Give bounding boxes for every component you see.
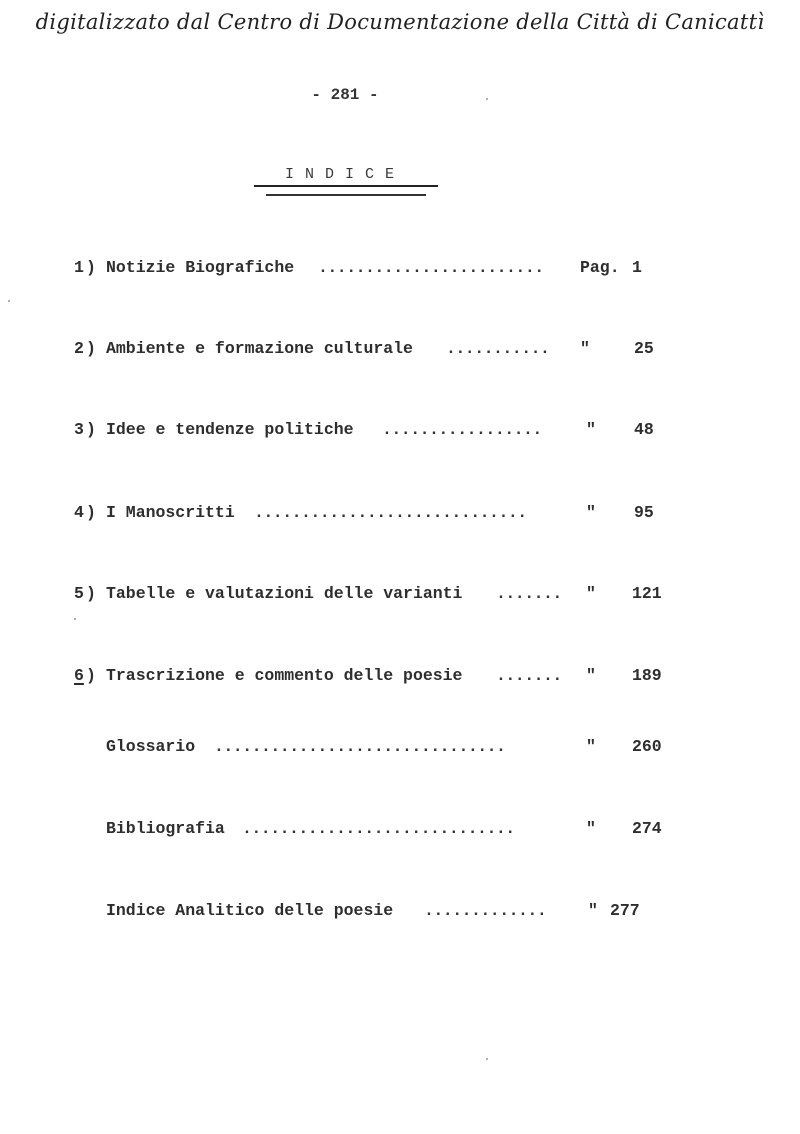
- toc-entry-marker: ": [586, 737, 596, 756]
- toc-entry: [0, 503, 800, 527]
- toc-entry-page: 189: [632, 666, 662, 685]
- page-number: - 281 -: [311, 86, 379, 104]
- toc-entry-marker: ": [586, 819, 596, 838]
- toc-entry-leader: .......: [496, 666, 562, 685]
- toc-entry-leader: .............................: [242, 819, 515, 838]
- toc-entry-label: Trascrizione e commento delle poesie: [106, 666, 463, 685]
- toc-entry: [0, 339, 800, 363]
- toc-entry-label: I Manoscritti: [106, 503, 235, 522]
- toc-entry-marker: Pag.: [580, 258, 620, 277]
- toc-entry: [0, 737, 800, 761]
- toc-entry-page: 274: [632, 819, 662, 838]
- toc-entry-label: Glossario: [106, 737, 196, 756]
- toc-entry-paren: ): [86, 503, 96, 522]
- toc-entry-number: 3: [74, 420, 84, 439]
- toc-entry-leader: .................: [382, 420, 542, 439]
- toc-entry-paren: ): [86, 258, 96, 277]
- toc-entry-page: 277: [610, 901, 640, 920]
- toc-entry-leader: .............................: [254, 503, 527, 522]
- toc-entry-label: Bibliografia: [106, 819, 225, 838]
- toc-entry: [0, 420, 800, 444]
- toc-entry: [0, 901, 800, 925]
- scan-speck: [486, 98, 488, 100]
- scan-speck: [74, 618, 76, 620]
- toc-entry: [0, 584, 800, 608]
- toc-entry-label: Ambiente e formazione culturale: [106, 339, 413, 358]
- toc-entry: [0, 258, 800, 282]
- toc-entry: [0, 666, 800, 690]
- toc-entry-page: 95: [634, 503, 654, 522]
- scan-speck: [486, 1058, 488, 1060]
- toc-entry-page: 1: [632, 258, 642, 277]
- toc-entry-number: 1: [74, 258, 84, 277]
- toc-entry: [0, 819, 800, 843]
- toc-entry-number: 2: [74, 339, 84, 358]
- toc-entry-paren: ): [86, 666, 96, 685]
- scan-speck: [8, 300, 10, 302]
- toc-entry-leader: ...............................: [214, 737, 506, 756]
- toc-entry-label: Indice Analitico delle poesie: [106, 901, 394, 920]
- toc-entry-leader: .............: [424, 901, 547, 920]
- toc-entry-paren: ): [86, 339, 96, 358]
- toc-entry-number: 4: [74, 503, 84, 522]
- toc-entry-paren: ): [86, 420, 96, 439]
- toc-entry-page: 48: [634, 420, 654, 439]
- title-underline: [254, 185, 438, 187]
- toc-entry-marker: ": [588, 901, 598, 920]
- toc-entry-paren: ): [86, 584, 96, 603]
- digitization-watermark: digitalizzato dal Centro di Documentazione della Città di Canicattì: [35, 10, 765, 34]
- toc-entry-number: 5: [74, 584, 84, 603]
- toc-entry-marker: ": [586, 503, 596, 522]
- toc-entry-leader: ........................: [318, 258, 544, 277]
- toc-entry-marker: ": [580, 339, 590, 358]
- toc-entry-label: Notizie Biografiche: [106, 258, 295, 277]
- toc-entry-page: 25: [634, 339, 654, 358]
- title-double-underline: [266, 194, 426, 196]
- toc-entry-marker: ": [586, 666, 596, 685]
- toc-entry-marker: ": [586, 420, 596, 439]
- toc-entry-label: Tabelle e valutazioni delle varianti: [106, 584, 463, 603]
- toc-entry-label: Idee e tendenze politiche: [106, 420, 354, 439]
- toc-entry-page: 260: [632, 737, 662, 756]
- toc-entry-leader: ...........: [446, 339, 550, 358]
- toc-entry-number: 6: [74, 666, 84, 685]
- index-title: INDICE: [284, 166, 405, 183]
- toc-entry-leader: .......: [496, 584, 562, 603]
- toc-entry-marker: ": [586, 584, 596, 603]
- toc-entry-page: 121: [632, 584, 662, 603]
